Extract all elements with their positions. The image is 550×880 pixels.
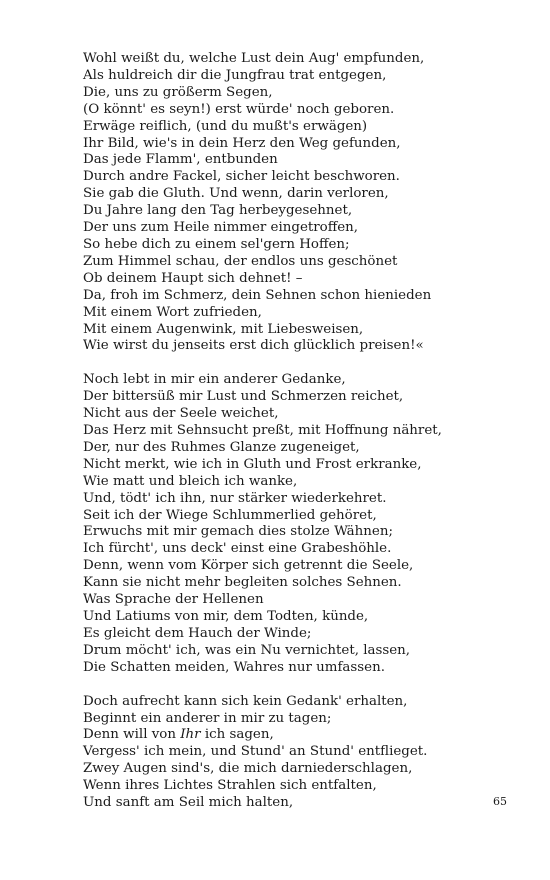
verse-line: Der bittersüß mir Lust und Schmerzen reichet, bbox=[83, 389, 404, 405]
verse-line: Wenn ihres Lichtes Strahlen sich entfalten, bbox=[83, 778, 377, 794]
verse-line: (O könnt' es seyn!) erst würde' noch geboren. bbox=[83, 101, 395, 117]
verse-line: Da, froh im Schmerz, dein Sehnen schon hienieden bbox=[83, 287, 432, 303]
verse-line: Was Sprache der Hellenen bbox=[83, 592, 264, 608]
verse-line: Vergess' ich mein, und Stund' an Stund' entflieget. bbox=[83, 744, 428, 760]
verse-line: Mit einem Augenwink, mit Liebesweisen, bbox=[83, 321, 364, 337]
verse-line: Nicht merkt, wie ich in Gluth und Frost erkranke, bbox=[83, 456, 422, 472]
verse-line: Zum Himmel schau, der endlos uns geschönet bbox=[83, 253, 398, 269]
verse-line: Das jede Flamm', entbunden bbox=[83, 152, 278, 168]
verse-line: Als huldreich dir die Jungfrau trat entgegen, bbox=[83, 67, 387, 83]
verse-line: Erwäge reiflich, (und du mußt's erwägen) bbox=[83, 118, 368, 134]
stanza-1 bbox=[83, 51, 523, 355]
verse-line: Wie matt und bleich ich wanke, bbox=[83, 473, 298, 489]
verse-line: Zwey Augen sind's, die mich darniederschlagen, bbox=[83, 761, 413, 777]
emphasized-word: Ihr bbox=[180, 727, 201, 743]
verse-line: Und sanft am Seil mich halten, bbox=[83, 795, 294, 811]
verse-line: Der, nur des Ruhmes Glanze zugeneiget, bbox=[83, 439, 360, 455]
verse-line: Wie wirst du jenseits erst dich glücklich preisen!« bbox=[83, 338, 424, 354]
verse-line: Mit einem Wort zufrieden, bbox=[83, 304, 262, 320]
verse-line: Sie gab die Gluth. Und wenn, darin verloren, bbox=[83, 186, 389, 202]
stanza-3 bbox=[83, 694, 523, 812]
verse-line: Nicht aus der Seele weichet, bbox=[83, 406, 279, 422]
verse-line: Drum möcht' ich, was ein Nu vernichtet, lassen, bbox=[83, 642, 411, 658]
verse-line: Der uns zum Heile nimmer eingetroffen, bbox=[83, 220, 359, 236]
verse-line: Und, tödt' ich ihn, nur stärker wiederkehret. bbox=[83, 490, 387, 506]
verse-line: Und Latiums von mir, dem Todten, künde, bbox=[83, 609, 369, 624]
verse-line: Wohl weißt du, welche Lust dein Aug' empfunden, bbox=[83, 51, 425, 66]
poem-text bbox=[83, 51, 523, 829]
verse-line: Das Herz mit Sehnsucht preßt, mit Hoffnung nähret, bbox=[83, 423, 442, 439]
verse-line: Ob deinem Haupt sich dehnet! – bbox=[83, 270, 303, 286]
verse-line: Ihr Bild, wie's in dein Herz den Weg gefunden, bbox=[83, 135, 401, 151]
verse-line: Durch andre Fackel, sicher leicht beschworen. bbox=[83, 169, 400, 185]
verse-line: Kann sie nicht mehr begleiten solches Sehnen. bbox=[83, 575, 402, 591]
verse-line: Die, uns zu größerm Segen, bbox=[83, 84, 273, 100]
verse-line: Denn, wenn vom Körper sich getrennt die Seele, bbox=[83, 558, 414, 574]
stanza-2 bbox=[83, 372, 523, 676]
verse-line: Es gleicht dem Hauch der Winde; bbox=[83, 625, 312, 641]
verse-line: So hebe dich zu einem sel'gern Hoffen; bbox=[83, 236, 350, 252]
page-number: 65 bbox=[493, 795, 507, 808]
verse-line: Beginnt ein anderer in mir zu tagen; bbox=[83, 710, 332, 726]
verse-line: Doch aufrecht kann sich kein Gedank' erhalten, bbox=[83, 693, 408, 709]
verse-line: Du Jahre lang den Tag herbeygesehnet, bbox=[83, 203, 353, 219]
verse-line: Seit ich der Wiege Schlummerlied gehöret, bbox=[83, 507, 377, 523]
verse-line: Noch lebt in mir ein anderer Gedanke, bbox=[83, 372, 346, 388]
verse-line: Die Schatten meiden, Wahres nur umfassen. bbox=[83, 659, 385, 675]
verse-line: Ich fürcht', uns deck' einst eine Grabeshöhle. bbox=[83, 541, 392, 557]
verse-line: Denn will von Ihr ich sagen, bbox=[83, 727, 274, 743]
verse-line: Erwuchs mit mir gemach dies stolze Wähnen; bbox=[83, 524, 393, 540]
